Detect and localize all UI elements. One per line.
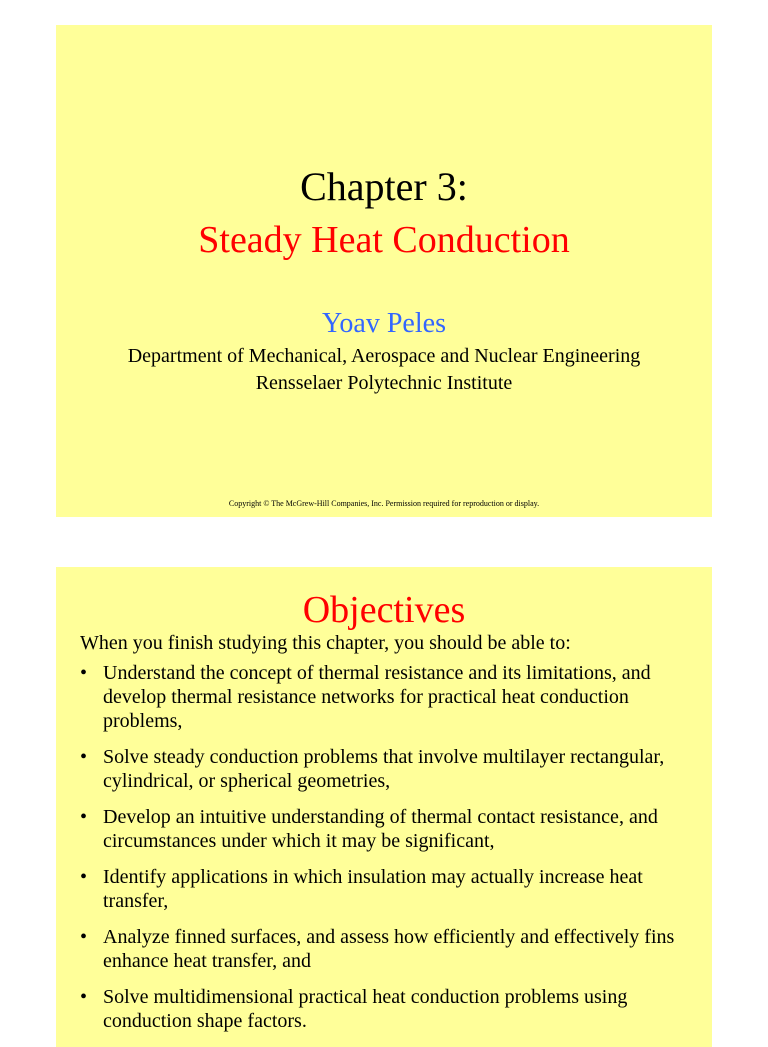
list-item-text: Identify applications in which insulation may actually increase heat transfer,: [103, 866, 643, 912]
chapter-title: Chapter 3:: [300, 164, 468, 209]
bullet-icon: •: [80, 662, 88, 684]
chapter-subtitle: Steady Heat Conduction: [198, 219, 570, 261]
objectives-slide: [56, 567, 712, 1047]
list-item-text: Develop an intuitive understanding of thermal contact resistance, and circumstances under which it may be significant,: [103, 806, 658, 852]
title-slide: [56, 25, 712, 517]
objectives-list: [80, 661, 702, 1045]
list-item-text: Solve multidimensional practical heat conduction problems using conduction shape factors.: [103, 986, 628, 1032]
bullet-icon: •: [80, 806, 88, 828]
list-item: [80, 745, 702, 793]
department-name: Department of Mechanical, Aerospace and Nuclear Engineering: [127, 345, 641, 367]
list-item: [80, 985, 702, 1033]
list-item-text: Analyze finned surfaces, and assess how efficiently and effectively fins enhance heat transfer, and: [103, 926, 675, 972]
copyright-notice: Copyright © The McGrew-Hill Companies, Inc. Permission required for reproduction or display.: [228, 499, 540, 508]
list-item-text: Understand the concept of thermal resistance and its limitations, and develop thermal resistance networks for practical heat conduction problems,: [103, 662, 651, 732]
objectives-heading: Objectives: [302, 589, 466, 631]
list-item: [80, 925, 702, 973]
bullet-icon: •: [80, 746, 88, 768]
list-item: [80, 661, 702, 733]
bullet-icon: •: [80, 986, 88, 1008]
bullet-icon: •: [80, 926, 88, 948]
author-name: Yoav Peles: [322, 308, 446, 339]
bullet-icon: •: [80, 866, 88, 888]
list-item: [80, 805, 702, 853]
institution-name: Rensselaer Polytechnic Institute: [255, 372, 513, 394]
list-item: [80, 865, 702, 913]
objectives-intro: When you finish studying this chapter, you should be able to:: [80, 632, 571, 654]
list-item-text: Solve steady conduction problems that involve multilayer rectangular, cylindrical, or spherical geometries,: [103, 746, 665, 792]
